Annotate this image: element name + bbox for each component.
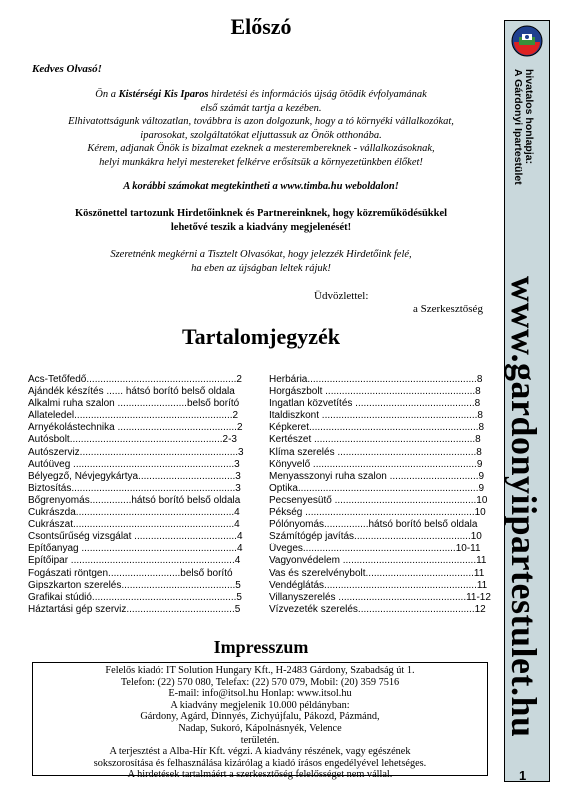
toc-entry: Vízvezeték szerelés..........................................12 — [269, 603, 486, 615]
request-line-2: ha eben az újságban leltek rájuk! — [191, 262, 331, 274]
toc-entry: Építőanyag ........................................................4 — [28, 543, 243, 555]
intro-line-5: Kérem, adjanak Önök is bizalmat ezeknek a mesterembereknek - vállalkozásoknak, — [87, 143, 435, 154]
toc-entry: Számítógép javítás..........................................10 — [269, 531, 482, 543]
sidebar-url[interactable]: www.gardonyiipartestulet.hu — [504, 276, 544, 738]
toc-entry: Ajándék készítés ...... hátsó borító belső oldala — [28, 386, 235, 398]
thanks-paragraph — [28, 207, 494, 234]
thanks-line-2: lehetővé teszik a kiadvány megjelenését! — [170, 221, 352, 233]
impressum-line: E-mail: info@itsol.hu Honlap: www.itsol.hu — [168, 688, 352, 700]
toc-entry: Ács-Tetőfedő......................................................2 — [28, 374, 242, 385]
web-note: A korábbi számokat megtekintheti a www.timba.hu weboldalon! — [123, 181, 399, 192]
toc-entry: Cukrászat..........................................................4 — [28, 519, 240, 531]
impressum-line: A hirdetések tartalmáért a szerkesztőség felelősséget nem vállal. — [127, 769, 393, 781]
page-number: 1 — [519, 768, 527, 783]
toc-entry: Bőgrenyomás...............hátsó borító belső oldala — [28, 494, 241, 506]
toc-entry: Építőipar ...........................................................4 — [28, 555, 241, 567]
toc-entry: Menyasszonyi ruha szalon ................................9 — [269, 470, 485, 482]
thanks-line-1: Köszönettel tartozunk Hirdetőinknek és Partnereinknek, hogy közreműködésükkel — [74, 208, 448, 219]
impressum-line: A kiadvány megjelenik 10.000 példányban: — [170, 699, 350, 711]
signoff-editor: a Szerkesztőség — [413, 303, 483, 315]
signoff-regards: Üdvözlettel: — [314, 290, 369, 302]
sidebar-line-1: A Gárdonyi Ipartestület — [512, 69, 524, 185]
toc-entry: Cukrászda.........................................................4 — [28, 507, 240, 519]
intro-line-3: Elhivatottságunk változatlan, továbbra is azon dolgozunk, hogy a tó környéki vállalkozókat, — [68, 116, 454, 127]
toc-entry: Képkeret.............................................................8 — [269, 422, 485, 434]
intro-line-6: helyi munkákra helyi mestereket felkérve erősítsük a környezetünkben élőket! — [99, 156, 423, 168]
impressum-title: Impresszum — [213, 637, 309, 657]
impressum-line: A terjesztést a Alba-Hír Kft. végzi. A kiadvány részének, vagy egészének — [109, 746, 411, 758]
impressum-line: sokszorosítása és felhasználása kizárólag a kiadó írásos engedélyével lehetséges. — [93, 757, 427, 769]
impressum-line: Nadap, Sukoró, Kápolnásnyék, Velence — [178, 722, 342, 734]
toc-entry: Horgászbolt ......................................................8 — [269, 386, 481, 398]
toc-entry: Villanyszerelés ..............................................11-12 — [269, 591, 491, 603]
toc-entry: Italdiszkont ........................................................8 — [269, 410, 483, 422]
toc-entry: Könyvelő ...........................................................9 — [269, 458, 483, 470]
toc-entry: Állateledel.........................................................2 — [28, 410, 239, 422]
toc-right-column — [269, 374, 493, 616]
toc-entry: Ingatlan közvetítés ...........................................8 — [269, 398, 481, 410]
request-paragraph — [28, 248, 494, 275]
toc-entry: Alkalmi ruha szalon .........................belső borító — [28, 398, 240, 410]
toc-entry: Herbária.............................................................8 — [269, 374, 483, 385]
toc-entry: Autósbolt.......................................................2-3 — [28, 434, 237, 446]
page-title: Előszó — [230, 14, 292, 39]
greeting: Kedves Olvasó! — [32, 63, 102, 75]
toc-entry: Vagyonvédelem ................................................11 — [269, 555, 487, 567]
toc-left-column — [28, 374, 250, 616]
toc-entry: Csontsűrűség vizsgálat .....................................4 — [28, 531, 243, 543]
impressum-box — [32, 662, 488, 781]
toc-entry: Fogászati röntgen..........................belső borító — [28, 567, 233, 579]
toc-entry: Pólónyomás................hátsó borító belső oldala — [269, 519, 478, 531]
toc-entry: Háztartási gép szerviz.......................................5 — [28, 603, 241, 615]
toc-entry: Grafikai stúdió....................................................5 — [28, 591, 242, 603]
toc-entry: Autóüveg ..........................................................3 — [28, 458, 240, 470]
impressum-line: Felelős kiadó: IT Solution Hungary Kft., H-2483 Gárdony, Szabadság út 1. — [105, 665, 415, 676]
toc-entry: Pékség .............................................................10 — [269, 507, 486, 519]
intro-line-2: első számát tartja a kezében. — [200, 102, 322, 114]
intro-paragraph — [28, 88, 494, 169]
sidebar-line-2: hivatalos honlapja: — [523, 69, 535, 165]
toc-entry: Bélyegző, Névjegykártya...................................3 — [28, 470, 241, 482]
request-line-1: Szeretnénk megkérni a Tisztelt Olvasókat, hogy jelezzék Hirdetőink felé, — [110, 249, 412, 260]
toc-entry: Vendéglátás.......................................................11 — [269, 579, 488, 591]
toc-entry: Biztosítás...........................................................3 — [28, 482, 241, 494]
toc-entry: Kertészet ..........................................................8 — [269, 434, 481, 446]
toc-entry: Gipszkarton szerelés.........................................5 — [28, 579, 241, 591]
intro-line-1: Ön a Kistérségi Kis Iparos hirdetési és információs újság ötödik évfolyamának — [95, 89, 427, 100]
toc-entry: Optika.................................................................9 — [269, 482, 485, 494]
impressum-line: Telefon: (22) 570 080, Telefax: (22) 570 079, Mobil: (20) 359 7516 — [120, 676, 400, 688]
impressum-line: Gárdony, Agárd, Dinnyés, Zichyújfalu, Pákozd, Pázmánd, — [140, 711, 380, 723]
guild-emblem-icon — [511, 25, 543, 57]
toc-entry: Autószerviz.........................................................3 — [28, 446, 244, 458]
toc-entry: Árnyékolástechnika ...........................................2 — [28, 422, 243, 434]
impressum-line: területén. — [240, 734, 280, 746]
toc-entry: Vas és szerelvénybolt.......................................11 — [269, 567, 485, 579]
intro-line-4: iparosokat, szolgáltatókat eljuttassuk az Önök otthonába. — [140, 129, 382, 141]
toc-entry: Pecsenyesütő ...................................................10 — [269, 494, 488, 506]
toc-entry: Üveges.......................................................10-11 — [269, 543, 481, 555]
toc-entry: Klíma szerelés ..................................................8 — [269, 446, 482, 458]
sidebar-banner — [504, 20, 550, 782]
toc-title: Tartalomjegyzék — [181, 324, 341, 349]
